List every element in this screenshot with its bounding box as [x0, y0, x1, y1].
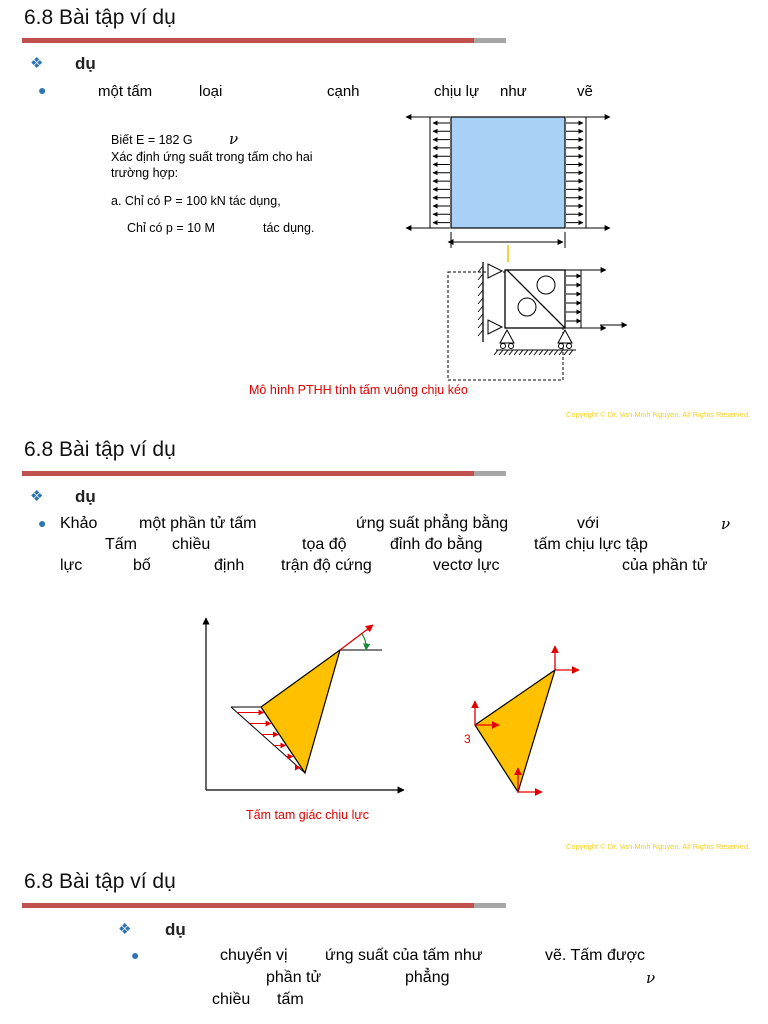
text-fragment: như: [500, 83, 527, 100]
bullet-icon: ●: [38, 82, 47, 98]
poisson-symbol: ν: [229, 130, 239, 148]
node-label: 3: [464, 732, 471, 746]
text-fragment: tấm chịu lực tập: [534, 536, 648, 553]
diamond-bullet-icon: ❖: [30, 55, 44, 72]
text-fragment: ứng suất của tấm như: [325, 947, 483, 964]
title-underline-end: [474, 903, 506, 908]
copyright: Copyright © Dr. Van Minh Nguyen. All Rights Reserved.: [566, 842, 751, 851]
title-underline: [22, 903, 474, 908]
slide-title: 6.8 Bài tập ví dụ: [24, 6, 176, 29]
text-fragment: cạnh: [327, 83, 360, 100]
section-heading: dụ: [75, 54, 96, 73]
text-fragment: bố: [133, 557, 151, 574]
text-fragment: tọa độ: [302, 536, 347, 553]
text-fragment: chiều: [172, 536, 211, 553]
text-fragment: một tấm: [98, 83, 153, 100]
bullet-icon: ●: [38, 515, 47, 531]
bullet-icon: ●: [131, 947, 140, 963]
diamond-bullet-icon: ❖: [118, 921, 132, 938]
text-fragment: định: [214, 557, 245, 574]
text-fragment: ứng suất phẳng bằng: [356, 515, 509, 532]
poisson-symbol: ν: [646, 969, 656, 987]
section-heading: dụ: [165, 920, 186, 939]
text-fragment: trận độ cứng: [281, 557, 372, 574]
text-fragment: một phần tử tấm: [139, 515, 257, 532]
case-b-tail: tác dụng.: [263, 221, 315, 235]
case-a: a. Chỉ có P = 100 kN tác dụng,: [111, 194, 281, 208]
case-b: Chỉ có p = 10 M: [127, 221, 215, 235]
triangle-element-dofs: [475, 670, 555, 792]
given-text: Xác định ứng suất trong tấm cho hai: [111, 150, 313, 164]
diamond-bullet-icon: ❖: [30, 488, 44, 505]
text-fragment: Khảo: [60, 515, 98, 532]
copyright: Copyright © Dr. Van Minh Nguyen. All Rights Reserved.: [566, 410, 751, 419]
text-fragment: phẳng: [405, 969, 450, 986]
text-fragment: vẽ. Tấm được: [545, 947, 646, 964]
given-modulus: Biết E = 182 G: [111, 133, 193, 147]
text-fragment: vẽ: [577, 83, 593, 100]
text-fragment: chiều: [212, 991, 251, 1008]
text-fragment: loại: [199, 83, 223, 100]
figure-caption: Tấm tam giác chịu lực: [246, 808, 369, 822]
slide-title: 6.8 Bài tập ví dụ: [24, 438, 176, 461]
text-fragment: phần tử: [266, 969, 322, 986]
text-fragment: lực: [60, 557, 83, 574]
text-fragment: chịu lự: [434, 83, 480, 100]
text-fragment: đỉnh đo bằng: [390, 536, 483, 553]
section-heading: dụ: [75, 487, 96, 506]
triangle-element: [261, 650, 340, 773]
poisson-symbol: ν: [721, 515, 731, 533]
text-fragment: tấm: [277, 991, 304, 1008]
text-fragment: Tấm: [105, 536, 137, 553]
text-fragment: vectơ lực: [433, 557, 500, 574]
text-fragment: với: [577, 515, 600, 532]
text-fragment: chuyển vị: [220, 947, 288, 964]
slide-title: 6.8 Bài tập ví dụ: [24, 870, 176, 893]
figure-caption: Mô hình PTHH tính tấm vuông chịu kéo: [249, 383, 468, 397]
given-text: trường hợp:: [111, 166, 179, 180]
text-fragment: của phần tử: [622, 557, 708, 574]
